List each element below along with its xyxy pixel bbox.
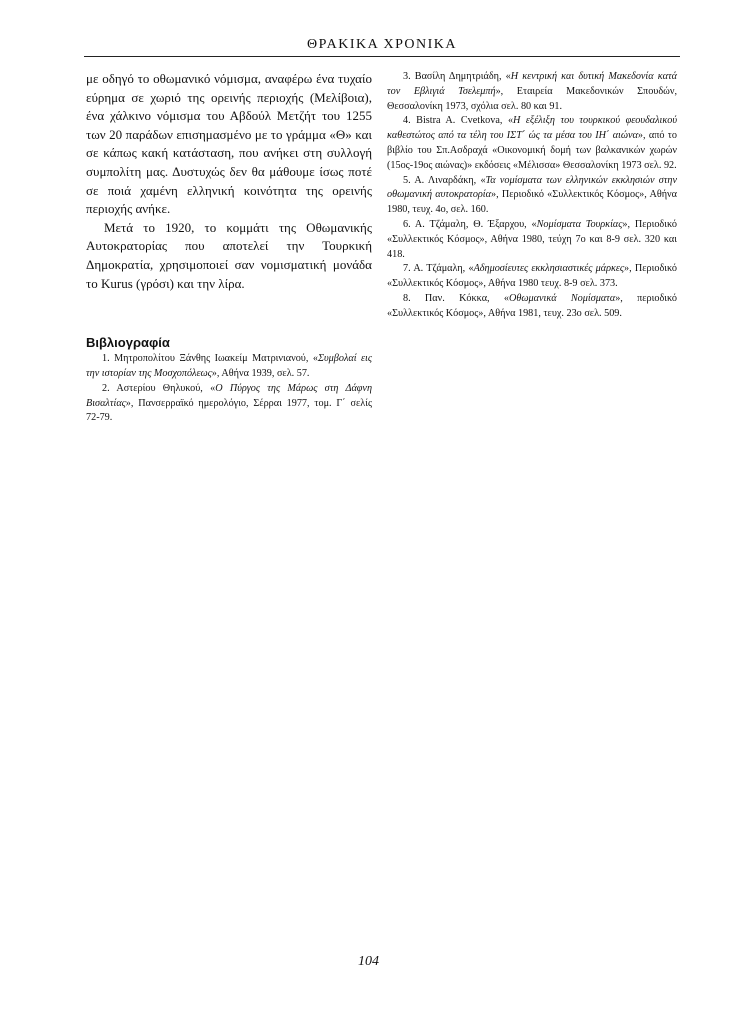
reference-5: 5. Α. Λιναρδάκη, «Τα νομίσματα των ελληνικών εκκλησιών στην οθωμανική αυτοκρατορία», Περιοδικό «Συλλεκτικός Κόσμος», Αθήνα 1980, τευχ. 4ο, σελ. 160. [387,174,677,216]
reference-2: 2. Αστερίου Θηλυκού, «Ο Πύργος της Μάρως στη Δάφνη Βισαλτίας», Πανσερραϊκό ημερολόγιο, Σέρραι 1977, τομ. Γ΄ σελίς 72-79. [86,382,373,424]
right-column [387,70,677,322]
bibliography-heading: Βιβλιογραφία [86,335,170,351]
page-number: 104 [358,954,379,969]
body-paragraph-1: με οδηγό το οθωμανικό νόμισμα, αναφέρω ένα τυχαίο εύρημα σε χωριό της ορεινής περιοχής (Μελίβοια), ένα χάλκινο νόμισμα του Αβδούλ Μετζήτ του 1255 των 20 παράδων επισημασμένο με το γράμμα «Θ» και σε κάπως κακή κατάσταση, που ανήκει στη συλλογή συμπολίτη μας. Δυστυχώς δεν θα μάθουμε ίσως ποτέ σε ποιά χαμένη ελληνική κοινότητα της ορεινής περιοχής ανήκε. [86,71,372,217]
body-paragraph-2: Μετά το 1920, το κομμάτι της Οθωμανικής Αυτοκρατορίας που αποτελεί την Τουρκική Δημοκρατία, χρησιμοποιεί σαν νομισματική μονάδα το Kurus (γρόσι) και την λίρα. [86,219,372,291]
left-column [86,70,372,426]
reference-6: 6. Α. Τζάμαλη, Θ. Έξαρχου, «Νομίσματα Τουρκίας», Περιοδικό «Συλλεκτικός Κόσμος», Αθήνα 1980, τεύχη 7ο και 8-9 σελ. 320 και 418. [387,218,677,260]
running-header [84,34,680,57]
reference-7: 7. Α. Τζάμαλη, «Αδημοσίευτες εκκλησιαστικές μάρκες», Περιοδικό «Συλλεκτικός Κόσμος», Αθήνα 1980 τευχ. 8-9 σελ. 373. [387,263,677,290]
reference-1: 1. Μητροπολίτου Ξάνθης Ιωακείμ Ματρινιανού, «Συμβολαί εις την ιστορίαν της Μοσχοπόλεως», Αθήνα 1939, σελ. 57. [86,353,372,379]
reference-3: 3. Βασίλη Δημητριάδη, «Η κεντρική και δυτική Μακεδονία κατά τον Εβλιγιά Τσελεμπή», Εταιρεία Μακεδονικών Σπουδών, Θεσσαλονίκη 1973, σχόλια σελ. 80 και 91. [387,71,677,112]
running-title: ΘΡΑΚΙΚΑ ΧΡΟΝΙΚΑ [307,37,457,52]
reference-4: 4. Bistra A. Cvetkova, «Η εξέλιξη του τουρκικού φεουδαλικού καθεστώτος από τα τέλη του ΙΣΤ΄ ώς τα μέσα του ΙΗ΄ αιώνα», από το βιβλίο του Σπ.Ασδραχά «Οικονομική δομή των βαλκανικών χωρών (15ος-19ος αιώνας)» εκδόσεις «Μέλισσα» Θεσσαλονίκη 1973 σελ. 92. [387,115,677,171]
reference-8: 8. Παν. Κόκκα, «Οθωμανικά Νομίσματα», περιοδικό «Συλλεκτικός Κόσμος», Αθήνα 1981, τευχ. 23ο σελ. 509. [387,292,677,319]
